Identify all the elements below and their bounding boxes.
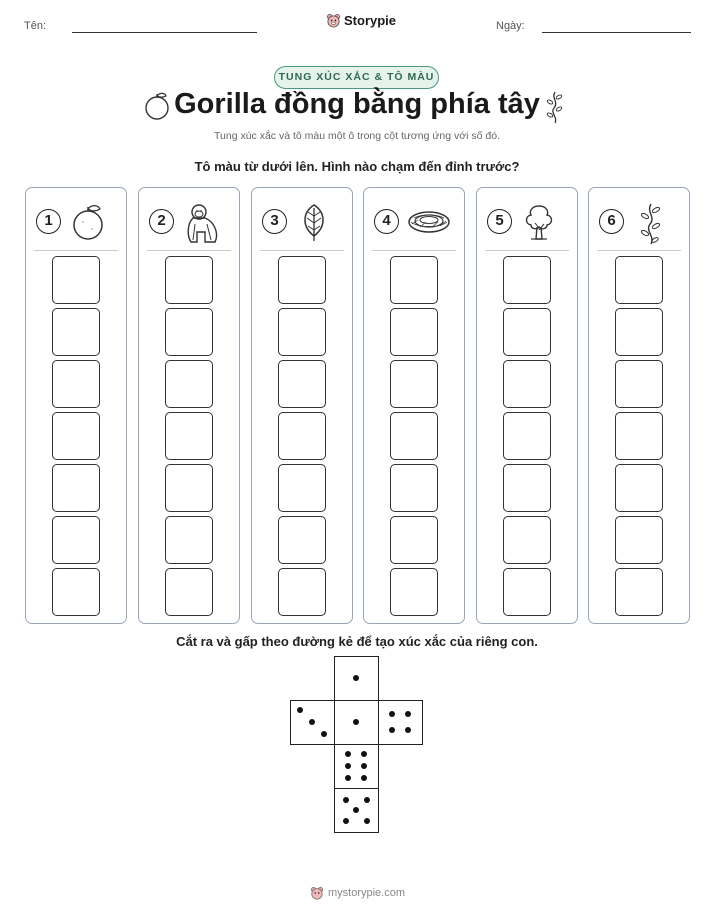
column-divider <box>597 250 681 251</box>
column-6 <box>588 187 690 624</box>
page-subtitle: Tung xúc xắc và tô màu một ô trong cột tương ứng với số đó. <box>214 130 500 142</box>
gorilla-icon <box>181 202 225 251</box>
color-cell[interactable] <box>615 464 663 512</box>
dice-face-1 <box>334 656 379 701</box>
color-cell[interactable] <box>165 308 213 356</box>
dice-pip <box>361 751 367 757</box>
column-header <box>262 200 344 244</box>
color-cell[interactable] <box>165 516 213 564</box>
color-cell[interactable] <box>278 412 326 460</box>
bear-logo-icon <box>326 13 341 28</box>
color-cell[interactable] <box>278 256 326 304</box>
color-cell[interactable] <box>165 412 213 460</box>
column-3 <box>251 187 353 624</box>
column-header <box>374 200 456 244</box>
color-cell[interactable] <box>503 568 551 616</box>
color-cell[interactable] <box>390 256 438 304</box>
column-1 <box>25 187 127 624</box>
column-header <box>149 200 231 244</box>
color-cell[interactable] <box>165 464 213 512</box>
color-cell[interactable] <box>278 516 326 564</box>
nest-icon <box>406 202 452 247</box>
color-cell[interactable] <box>278 568 326 616</box>
tree-icon <box>519 202 559 247</box>
color-cell[interactable] <box>390 464 438 512</box>
name-line <box>72 32 257 33</box>
brand-logo <box>326 13 396 28</box>
column-4 <box>363 187 465 624</box>
dice-pip <box>321 731 327 737</box>
color-cell[interactable] <box>278 464 326 512</box>
dice-pip <box>345 775 351 781</box>
column-header <box>487 200 569 244</box>
dice-pip <box>405 711 411 717</box>
brand-name: Storypie <box>344 13 397 28</box>
dice-pip <box>405 727 411 733</box>
dice-pip <box>353 675 359 681</box>
column-divider <box>147 250 231 251</box>
color-cell[interactable] <box>390 308 438 356</box>
column-5 <box>476 187 578 624</box>
dice-pip <box>361 775 367 781</box>
color-cell[interactable] <box>503 360 551 408</box>
color-cell[interactable] <box>503 516 551 564</box>
dice-face-1 <box>334 700 379 745</box>
dice-face-5 <box>334 788 379 833</box>
cut-instruction: Cắt ra và gấp theo đường kẻ để tạo xúc xắc của riêng con. <box>176 634 538 649</box>
color-cell[interactable] <box>615 256 663 304</box>
dice-pip <box>343 818 349 824</box>
color-cell[interactable] <box>615 516 663 564</box>
dice-pip <box>309 719 315 725</box>
dice-pip <box>353 719 359 725</box>
dice-pip <box>343 797 349 803</box>
footer <box>310 886 405 900</box>
dice-pip <box>353 807 359 813</box>
column-number: 4 <box>374 209 399 234</box>
column-number: 1 <box>36 209 61 234</box>
coloring-instruction: Tô màu từ dưới lên. Hình nào chạm đến đỉnh trước? <box>194 159 520 174</box>
column-2 <box>138 187 240 624</box>
color-cell[interactable] <box>165 568 213 616</box>
color-cell[interactable] <box>390 516 438 564</box>
date-label: Ngày: <box>496 20 525 32</box>
color-cell[interactable] <box>615 412 663 460</box>
color-cell[interactable] <box>52 308 100 356</box>
column-divider <box>372 250 456 251</box>
dice-pip <box>345 763 351 769</box>
color-cell[interactable] <box>390 568 438 616</box>
dice-face-4 <box>378 700 423 745</box>
color-cell[interactable] <box>278 308 326 356</box>
dice-face-6 <box>334 744 379 789</box>
column-divider <box>34 250 118 251</box>
color-cell[interactable] <box>165 256 213 304</box>
column-divider <box>485 250 569 251</box>
column-divider <box>260 250 344 251</box>
color-cell[interactable] <box>390 360 438 408</box>
color-cell[interactable] <box>165 360 213 408</box>
leaf-icon <box>294 202 334 247</box>
column-number: 3 <box>262 209 287 234</box>
color-cell[interactable] <box>615 360 663 408</box>
column-number: 6 <box>599 209 624 234</box>
color-cell[interactable] <box>615 308 663 356</box>
color-cell[interactable] <box>52 516 100 564</box>
vine-icon <box>543 90 567 124</box>
footer-url: mystorypie.com <box>328 887 406 899</box>
color-cell[interactable] <box>503 464 551 512</box>
dice-pip <box>361 763 367 769</box>
name-label: Tên: <box>24 20 47 32</box>
bear-logo-icon <box>310 886 324 900</box>
color-cell[interactable] <box>503 308 551 356</box>
vine-icon <box>631 202 671 251</box>
color-cell[interactable] <box>52 256 100 304</box>
activity-badge: TUNG XÚC XẮC & TÔ MÀU <box>274 66 439 89</box>
color-cell[interactable] <box>52 412 100 460</box>
color-cell[interactable] <box>52 360 100 408</box>
orange-icon <box>68 202 108 247</box>
page-title: Gorilla đồng bằng phía tây <box>174 88 540 120</box>
dice-pip <box>364 797 370 803</box>
dice-pip <box>389 727 395 733</box>
dice-pip <box>364 818 370 824</box>
column-number: 5 <box>487 209 512 234</box>
column-number: 2 <box>149 209 174 234</box>
color-cell[interactable] <box>52 568 100 616</box>
dice-face-3 <box>290 700 335 745</box>
dice-pip <box>297 707 303 713</box>
color-cell[interactable] <box>503 256 551 304</box>
column-header <box>36 200 118 244</box>
dice-pip <box>389 711 395 717</box>
date-line <box>542 32 691 33</box>
color-cell[interactable] <box>390 412 438 460</box>
color-cell[interactable] <box>52 464 100 512</box>
column-header <box>599 200 681 244</box>
dice-pip <box>345 751 351 757</box>
color-cell[interactable] <box>503 412 551 460</box>
color-cell[interactable] <box>615 568 663 616</box>
color-cell[interactable] <box>278 360 326 408</box>
